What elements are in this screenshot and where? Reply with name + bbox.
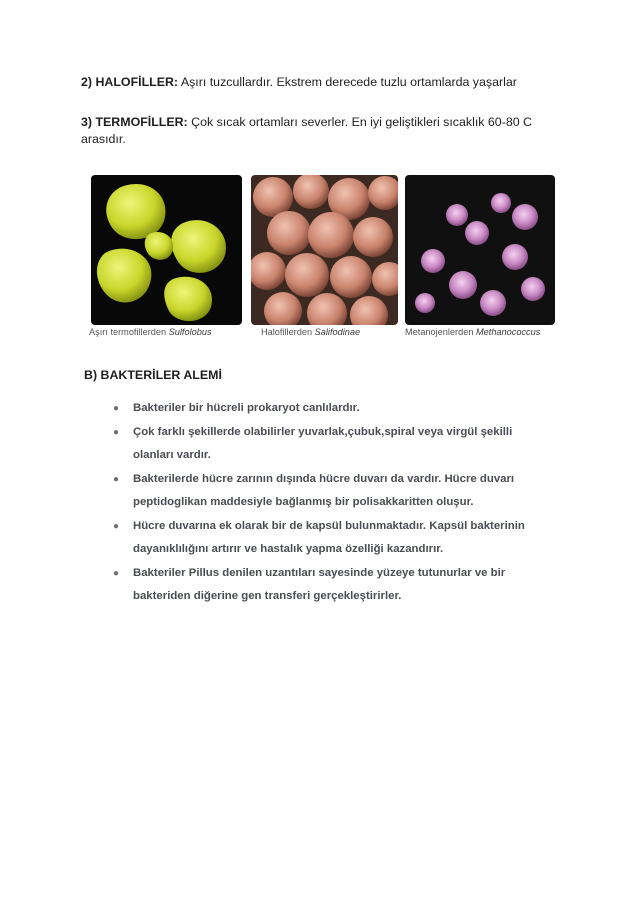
termofiller-paragraph	[81, 114, 561, 148]
caption-species: Methanococcus	[476, 327, 541, 337]
termofiller-label: 3) TERMOFİLLER:	[81, 115, 188, 129]
bullet-icon: ●	[113, 403, 120, 414]
halofiller-label: 2) HALOFİLLER:	[81, 75, 179, 89]
list-item-text: Çok farklı şekillerde olabilirler yuvarlak,çubuk,spiral veya virgül şekilli olanları vardır.	[133, 425, 513, 461]
microbe-figure	[89, 173, 559, 343]
halofiller-text: Aşırı tuzcullardır. Ekstrem derecede tuzlu ortamlarda yaşarlar	[178, 75, 517, 89]
list-item	[113, 468, 533, 515]
bullet-icon: ●	[113, 520, 120, 532]
caption-species: Sulfolobus	[168, 327, 212, 337]
salifodinae-caption	[261, 327, 360, 337]
bullet-icon: ●	[113, 473, 120, 485]
bacteria-bullet-list	[113, 397, 533, 609]
list-item	[113, 397, 533, 421]
list-item	[113, 515, 533, 562]
list-item-text: Bakteriler bir hücreli prokaryot canlılardır.	[133, 402, 360, 414]
halofiller-paragraph	[81, 74, 561, 91]
list-item	[113, 421, 533, 468]
list-item-text: Bakterilerde hücre zarının dışında hücre duvarı da vardır. Hücre duvarı peptidoglikan maddesiyle bağlanmış bir polisakkaritten oluşur.	[133, 472, 515, 508]
caption-prefix: Aşırı termofillerden	[89, 327, 169, 337]
salifodinae-micrograph	[251, 175, 398, 325]
list-item-text: Hücre duvarına ek olarak bir de kapsül bulunmaktadır. Kapsül bakterinin dayanıklılığını artırır ve hastalık yapma özelliği kazandırır.	[133, 519, 525, 555]
termofiller-text: Çok sıcak ortamları severler. En iyi geliştikleri sıcaklık 60-80 C arasıdır.	[81, 115, 532, 146]
methanococcus-caption	[405, 327, 540, 337]
caption-species: Salifodinae	[314, 327, 361, 337]
list-item	[113, 562, 533, 609]
methanococcus-micrograph	[405, 175, 555, 325]
bullet-icon: ●	[113, 426, 120, 438]
sulfolobus-micrograph	[91, 175, 242, 325]
bullet-icon: ●	[113, 567, 120, 579]
caption-prefix: Metanojenlerden	[405, 327, 476, 337]
list-item-text: Bakteriler Pillus denilen uzantıları sayesinde yüzeye tutunurlar ve bir bakteriden diğerine gen transferi gerçekleştirirler.	[133, 566, 506, 602]
section-title: B) BAKTERİLER ALEMİ	[84, 368, 222, 382]
sulfolobus-caption	[89, 327, 212, 337]
caption-prefix: Halofillerden	[261, 327, 315, 337]
